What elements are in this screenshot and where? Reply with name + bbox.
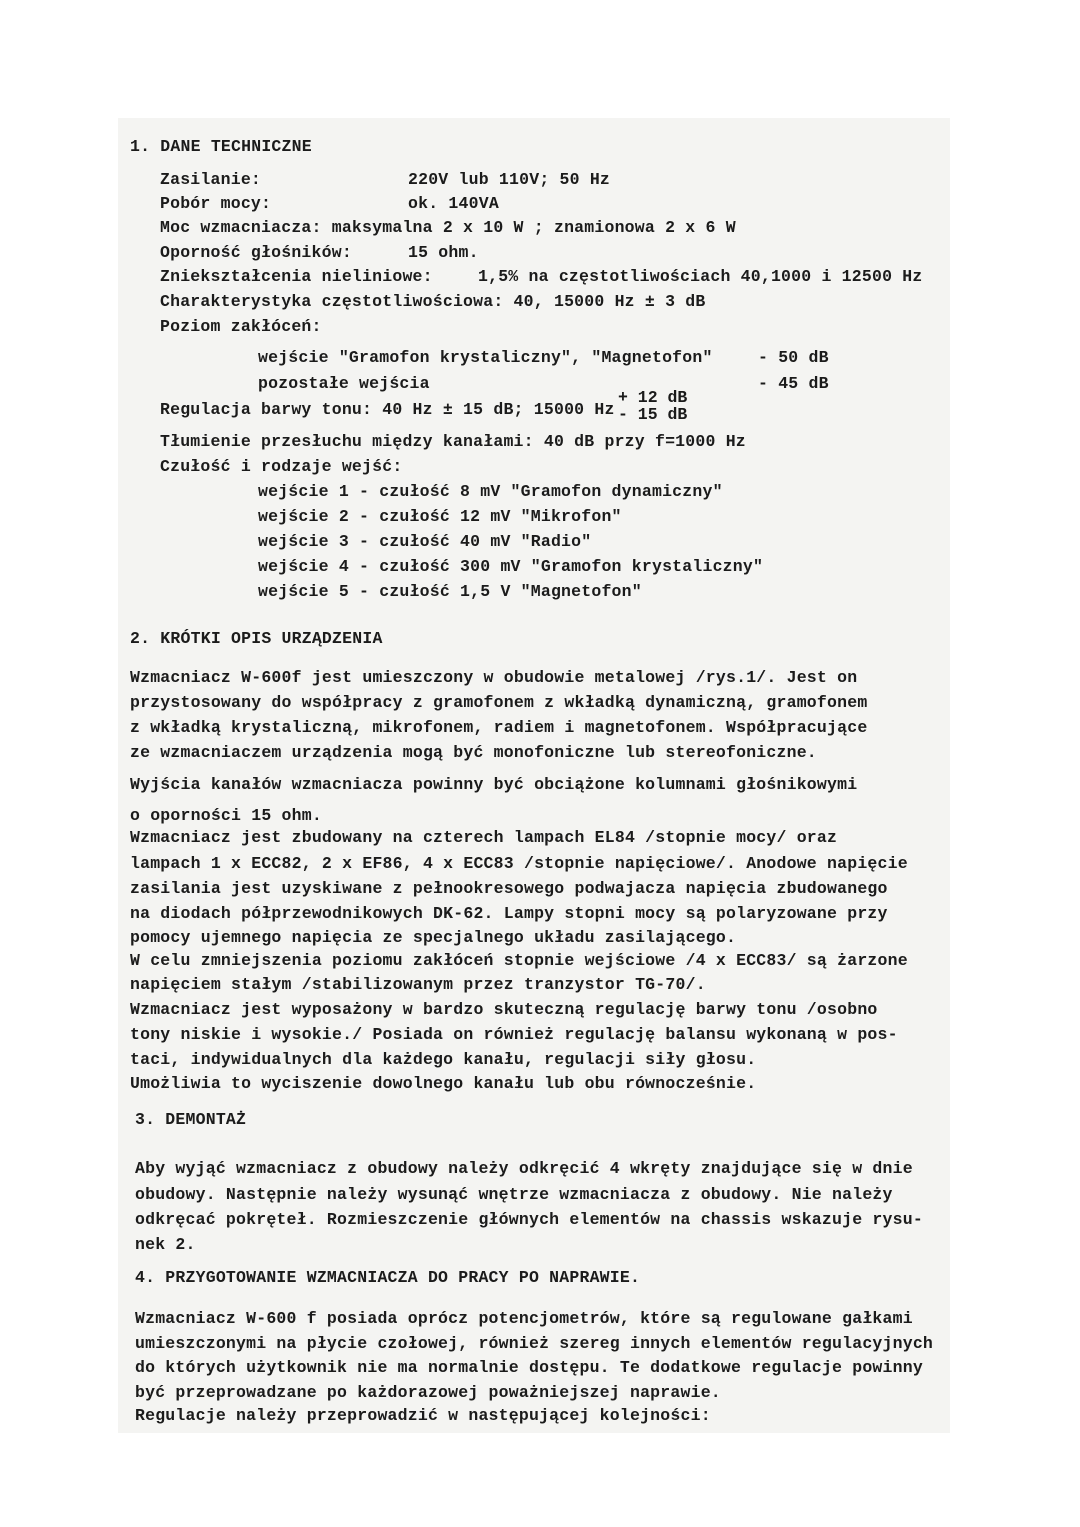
paragraph-line: na diodach półprzewodnikowych DK-62. Lampy stopni mocy są polaryzowane przy bbox=[130, 904, 888, 923]
paragraph-line: napięciem stałym /stabilizowanym przez tranzystor TG-70/. bbox=[130, 975, 706, 994]
paragraph-line: z wkładką krystaliczną, mikrofonem, radiem i magnetofonem. Współpracujące bbox=[130, 718, 868, 737]
pobor-label: Pobór mocy: bbox=[160, 194, 272, 213]
regulacja-line: Regulacja barwy tonu: 40 Hz ± 15 dB; 15000 Hz bbox=[160, 400, 615, 419]
input-line: wejście 5 - czułość 1,5 V "Magnetofon" bbox=[258, 582, 642, 601]
paragraph-line: do których użytkownik nie ma normalnie dostępu. Te dodatkowe regulacje powinny bbox=[135, 1358, 923, 1377]
znieksztalcenia-value: 1,5% na częstotliwościach 40,1000 i 12500 Hz bbox=[478, 267, 923, 286]
zaklocenia-1-value: - 50 dB bbox=[758, 348, 829, 367]
opornosc-value: 15 ohm. bbox=[408, 243, 479, 262]
paragraph-line: obudowy. Następnie należy wysunąć wnętrze wzmacniacza z obudowy. Nie należy bbox=[135, 1185, 893, 1204]
czulosc-label: Czułość i rodzaje wejść: bbox=[160, 457, 403, 476]
paragraph-line: taci, indywidualnych dla każdego kanału, regulacji siły głosu. bbox=[130, 1050, 757, 1069]
paragraph-line: zasilania jest uzyskiwane z pełnookresowego podwajacza napięcia zbudowanego bbox=[130, 879, 888, 898]
paragraph-line: W celu zmniejszenia poziomu zakłóceń stopnie wejściowe /4 x ECC83/ są żarzone bbox=[130, 951, 908, 970]
paragraph-line: być przeprowadzane po każdorazowej poważniejszej naprawie. bbox=[135, 1383, 721, 1402]
section-4-heading: 4. PRZYGOTOWANIE WZMACNIACZA DO PRACY PO NAPRAWIE. bbox=[135, 1268, 641, 1287]
paragraph-line: umieszczonymi na płycie czołowej, również szereg innych elementów regulacyjnych bbox=[135, 1334, 934, 1353]
paragraph-line: lampach 1 x ECC82, 2 x EF86, 4 x ECC83 /stopnie napięciowe/. Anodowe napięcie bbox=[130, 854, 908, 873]
moc-line: Moc wzmacniacza: maksymalna 2 x 10 W ; znamionowa 2 x 6 W bbox=[160, 218, 736, 237]
paragraph-line: Wzmacniacz jest zbudowany na czterech lampach EL84 /stopnie mocy/ oraz bbox=[130, 828, 838, 847]
regulacja-plus: + 12 dB bbox=[618, 388, 688, 407]
paragraph-line: odkręcać pokręteł. Rozmieszczenie głównych elementów na chassis wskazuje rysu- bbox=[135, 1210, 923, 1229]
paragraph-line: Umożliwia to wyciszenie dowolnego kanału lub obu równocześnie. bbox=[130, 1074, 757, 1093]
paragraph-line: Wzmacniacz jest wyposażony w bardzo skuteczną regulację barwy tonu /osobno bbox=[130, 1000, 878, 1019]
paragraph-line: tony niskie i wysokie./ Posiada on również regulację balansu wykonaną w pos- bbox=[130, 1025, 898, 1044]
input-line: wejście 3 - czułość 40 mV "Radio" bbox=[258, 532, 592, 551]
input-line: wejście 1 - czułość 8 mV "Gramofon dynamiczny" bbox=[258, 482, 723, 501]
zaklocenia-1-label: wejście "Gramofon krystaliczny", "Magnetofon" bbox=[258, 348, 713, 367]
section-1-heading: 1. DANE TECHNICZNE bbox=[130, 137, 312, 156]
znieksztalcenia-label: Zniekształcenia nieliniowe: bbox=[160, 267, 433, 286]
opornosc-label: Oporność głośników: bbox=[160, 243, 352, 262]
charakterystyka-line: Charakterystyka częstotliwościowa: 40, 15000 Hz ± 3 dB bbox=[160, 292, 706, 311]
paragraph-line: Aby wyjąć wzmacniacz z obudowy należy odkręcić 4 wkręty znajdujące się w dnie bbox=[135, 1159, 913, 1178]
input-line: wejście 4 - czułość 300 mV "Gramofon krystaliczny" bbox=[258, 557, 764, 576]
zasilanie-value: 220V lub 110V; 50 Hz bbox=[408, 170, 611, 189]
pobor-value: ok. 140VA bbox=[408, 194, 499, 213]
paragraph-line: nek 2. bbox=[135, 1235, 196, 1254]
paragraph-line: Wzmacniacz W-600 f posiada oprócz potencjometrów, które są regulowane gałkami bbox=[135, 1309, 913, 1328]
paragraph-line: Wyjścia kanałów wzmacniacza powinny być obciążone kolumnami głośnikowymi bbox=[130, 775, 858, 794]
paragraph-line: o oporności 15 ohm. bbox=[130, 806, 322, 825]
tlumienie-line: Tłumienie przesłuchu między kanałami: 40 dB przy f=1000 Hz bbox=[160, 432, 746, 451]
section-3-heading: 3. DEMONTAŻ bbox=[135, 1110, 247, 1129]
paragraph-line: Wzmacniacz W-600f jest umieszczony w obudowie metalowej /rys.1/. Jest on bbox=[130, 668, 858, 687]
zaklocenia-2-value: - 45 dB bbox=[758, 374, 829, 393]
paragraph-line: ze wzmacniaczem urządzenia mogą być monofoniczne lub stereofoniczne. bbox=[130, 743, 817, 762]
paragraph-line: pomocy ujemnego napięcia ze specjalnego układu zasilającego. bbox=[130, 928, 737, 947]
regulacja-minus: - 15 dB bbox=[618, 405, 688, 424]
zasilanie-label: Zasilanie: bbox=[160, 170, 262, 189]
zaklocenia-2-label: pozostałe wejścia bbox=[258, 374, 430, 393]
poziom-label: Poziom zakłóceń: bbox=[160, 317, 322, 336]
paragraph-line: przystosowany do współpracy z gramofonem z wkładką dynamiczną, gramofonem bbox=[130, 693, 868, 712]
input-line: wejście 2 - czułość 12 mV "Mikrofon" bbox=[258, 507, 622, 526]
paragraph-line: Regulacje należy przeprowadzić w następującej kolejności: bbox=[135, 1406, 711, 1425]
section-2-heading: 2. KRÓTKI OPIS URZĄDZENIA bbox=[130, 629, 383, 648]
